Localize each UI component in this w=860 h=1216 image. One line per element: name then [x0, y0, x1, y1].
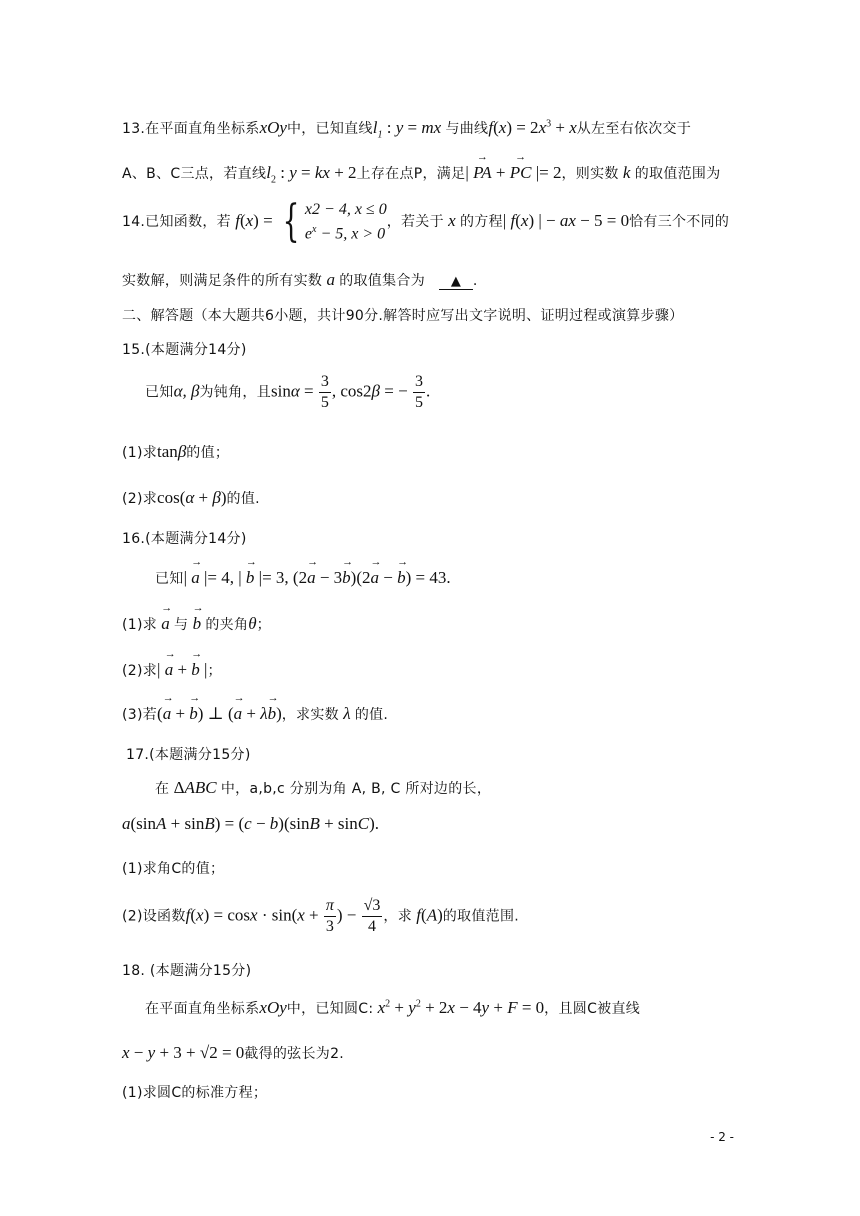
q14-line1	[122, 198, 729, 246]
q15-text: (2)求	[122, 491, 158, 507]
q17-stem	[155, 778, 491, 798]
q18-part1: (1)求圆C的标准方程；	[122, 1085, 268, 1101]
math-line: x − y + 3 + √2 = 0	[122, 1043, 245, 1062]
section-title: 二、解答题（本大题共6小题，共计90分.解答时应写出文字说明、证明过程或演算步骤）	[122, 308, 684, 324]
math-theta: θ	[248, 614, 257, 633]
page-number: - 2 -	[710, 1130, 734, 1144]
q18-line2	[122, 1043, 344, 1063]
math-fx: $f(x) = 2x^3 + x$	[488, 118, 577, 137]
q17-header: 17.(本题满分15分)	[126, 747, 251, 763]
frac-3-5: $\frac{3}{5}$	[414, 373, 423, 411]
math-x: x	[443, 211, 460, 231]
q14-text: 的取值集合为	[339, 273, 426, 289]
q16-text: 的夹角	[205, 617, 249, 633]
q14-text: 恰有三个不同的	[629, 214, 730, 231]
math-piecewise-cases: x2 − 4, x ≤ 0 $e^x - 5$, x > 0	[304, 201, 387, 243]
q16-text: (2)求	[122, 663, 158, 679]
math-xoy: xOy	[259, 998, 287, 1017]
q16-part2	[122, 660, 222, 680]
q16-text: 已知	[155, 571, 184, 587]
q16-part1	[122, 614, 271, 634]
math-fA: f(A)	[416, 905, 443, 925]
q18-text: ，且圆C被直线	[544, 1001, 641, 1017]
q13-line2	[122, 163, 721, 185]
q17-text: (2)设函数	[122, 908, 186, 925]
q15-stem: 已知α, β为钝角，且sinα = $\frac{3}{5}$ , cos2β = − $\frac{3}{5}$ .	[145, 373, 431, 411]
math-cos-sum: cos(α + β)	[157, 488, 227, 507]
q18-header: 18. (本题满分15分)	[122, 963, 252, 979]
math-vec-a: → a	[157, 614, 174, 633]
math-a: a	[322, 270, 340, 289]
answer-blank: ▲	[439, 274, 473, 290]
q15-part1	[122, 442, 229, 462]
q13-text: 上存在点P，满足	[356, 166, 466, 182]
math-xoy: xOy	[259, 118, 287, 137]
q13-text: 中，已知直线	[286, 121, 373, 137]
math-vec-sum: | → PA + → PC |= 2	[465, 163, 561, 182]
math-vec-cond: | → a |= 4, | → b |= 3, (2→ a − 3→ b)(2→ a − → b) = 43.	[184, 568, 451, 587]
q16-text: ；	[256, 617, 271, 633]
math-vec-b: → b	[188, 614, 205, 633]
frac-pi-3: $\frac{\pi}{3}$	[325, 897, 334, 935]
q13-text: A、B、C三点，若直线	[122, 166, 267, 182]
q15-text: 的值.	[226, 491, 260, 507]
q15-text: 已知	[145, 384, 174, 401]
q13-line1	[122, 118, 691, 140]
math-alpha-beta: α, β	[173, 381, 200, 401]
math-lambda: λ	[338, 704, 355, 723]
q18-stem	[145, 998, 640, 1018]
q14-text: 实数解，则满足条件的所有实数	[122, 273, 323, 289]
q15-text: 的值；	[186, 445, 230, 461]
q16-text: 与	[174, 617, 189, 633]
q13-text: 与曲线	[445, 121, 489, 137]
q16-text: ；	[207, 663, 222, 679]
math-l1-eq: : y = mx	[382, 118, 442, 137]
math-eq14: | f(x) | − ax − 5 = 0	[502, 211, 630, 231]
q16-text: 的值.	[354, 707, 389, 723]
math-piecewise-lhs: f(x) =	[235, 211, 277, 231]
q13-text: 从左至右依次交于	[576, 121, 692, 137]
math-l1: $l_1$	[372, 118, 383, 141]
q13-text: 的取值范围为	[634, 166, 721, 182]
q14-text: ，若关于	[386, 214, 444, 231]
q17-text: 的取值范围.	[442, 908, 519, 925]
frac-sqrt3-4: $\frac{√3}{4}$	[363, 897, 381, 935]
q17-text: ，求	[383, 908, 413, 925]
q16-text: (1)求	[122, 617, 158, 633]
q14-text: .	[472, 273, 478, 289]
q18-text: 中，已知圆C:	[286, 1001, 374, 1017]
math-k: k	[618, 163, 635, 182]
q15-text: 为钝角，且	[199, 384, 271, 401]
q16-part3	[122, 704, 388, 724]
q13-text: 13.在平面直角坐标系	[122, 121, 260, 137]
math-cos: , cos2β = −	[331, 381, 412, 401]
math-abs-sum: | → a + → b |	[157, 660, 207, 679]
q15-header: 15.(本题满分14分)	[122, 342, 247, 358]
math-sin: sinα =	[271, 381, 318, 401]
q13-text: ，则实数	[561, 166, 619, 182]
q18-text: 在平面直角坐标系	[145, 1001, 260, 1017]
q17-equation	[122, 814, 379, 834]
math-circle: $x^2 + y^2 + 2x - 4y + F = 0$	[377, 998, 545, 1017]
q15-text: (1)求	[122, 445, 158, 461]
q16-text: (3)若	[122, 707, 158, 723]
q15-part2	[122, 488, 260, 508]
math-perp: (→ a + → b) ⊥ (→ a + λ→ b)	[157, 704, 282, 723]
q16-text: ，求实数	[281, 707, 339, 723]
math-tan: tanβ	[157, 442, 187, 461]
frac-3-5: $\frac{3}{5}$	[320, 373, 329, 411]
math-l2-eq: $l_2$ : y = kx + 2	[266, 163, 357, 186]
q14-line2	[122, 270, 478, 290]
q18-text: 截得的弦长为2.	[244, 1046, 345, 1062]
q16-header: 16.(本题满分14分)	[122, 531, 247, 547]
math-sine-law: a(sinA + sinB) = (c − b)(sinB + sinC).	[122, 814, 380, 833]
brace-glyph: {	[282, 196, 300, 248]
math-triangle: ΔABC	[169, 778, 217, 797]
q16-stem	[155, 568, 451, 588]
q17-text: 中，a,b,c 分别为角 A, B, C 所对边的长，	[220, 781, 492, 797]
math-fx17: f(x) = cosx · sin(x +	[185, 905, 323, 925]
q14-text: 14.已知函数，若	[122, 214, 231, 231]
q14-text: 的方程	[459, 214, 503, 231]
q17-text: 在	[155, 781, 170, 797]
q17-part2: (2)设函数f(x) = cosx · sin(x + $\frac{\pi}{3}$ ) − $\frac{√3}{4}$ ，求 f(A)的取值范围.	[122, 897, 519, 935]
q17-part1: (1)求角C的值；	[122, 861, 225, 877]
